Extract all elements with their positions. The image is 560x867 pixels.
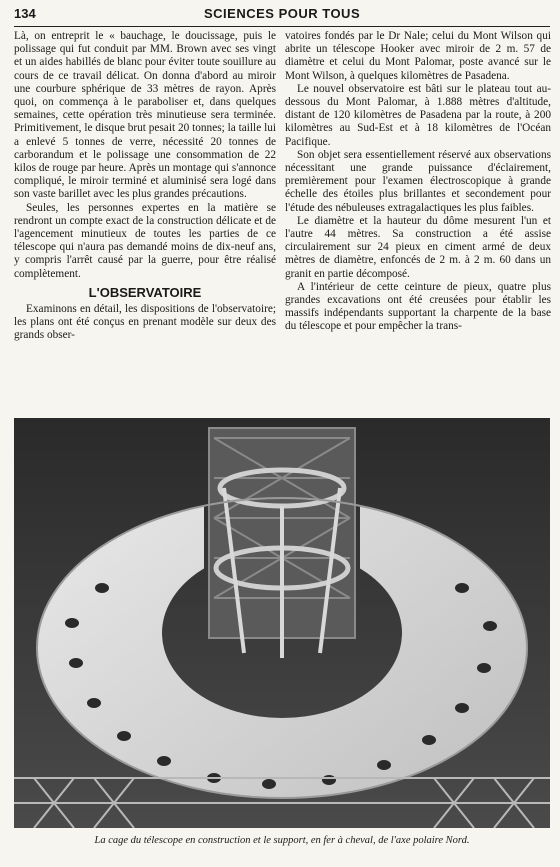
- page-header: [14, 4, 550, 27]
- figure-caption: La cage du télescope en construction et le support, en fer à cheval, de l'axe polaire Nord.: [94, 835, 470, 846]
- left-paragraph-2: Seules, les personnes expertes en la matière se rendront un compte exact de la construction délicate et de l'agencement minutieux de toutes les parties de ce télescope qui n'aura pas demandé moins de dix-neuf ans, y compris l'arrêt causé par la guerre, pour être réalisé complètement.: [14, 201, 276, 280]
- telescope-horseshoe-image: [14, 418, 550, 828]
- running-title: SCIENCES POUR TOUS: [204, 6, 361, 21]
- left-paragraph-3: Examinons en détail, les dispositions de l'observatoire; les plans ont été conçus en prenant modèle sur deux des grands obser-: [14, 303, 276, 342]
- right-column: [285, 30, 551, 334]
- right-paragraph-1: vatoires fondés par le Dr Nale; celui du Mont Wilson qui abrite un télescope Hooker avec miroir de 2 m. 57 de diamètre et celui du Mont Palomar, poste avancé sur le Mont Wilson, à quelques kilomètres de Pasadena.: [285, 30, 551, 82]
- section-heading-observatoire: L'OBSERVATOIRE: [88, 284, 202, 300]
- right-paragraph-2: Le nouvel observatoire est bâti sur le plateau tout au-dessous du Mont Palomar, à 1.888 mètres d'altitude, distant de 120 kilomètres de Pasadena par la route, à 200 kilomètres au Sud-Est et à 18 kilomètres de l'Océan Pacifique.: [285, 82, 551, 148]
- telescope-photograph: [14, 418, 550, 828]
- left-paragraph-1: Là, on entreprit le « bauchage, le doucissage, puis le polissage qui fut conduit par MM. Brown avec ses vingt et un aides habillés de blanc pour éviter toute souillure au cours de ce travail délicat. On donna d'abord au miroir une courbure sphérique de 33 mètres de rayon. Après quoi, on commença à le paraboliser et, dans quelques semaines, cette opération très minutieuse sera terminée. Primitivement, le disque brut pesait 20 tonnes; la taille lui a enlevé 5 tonnes de verre, nécessité 20 tonnes de carborandum et le polissage une consommation de 22 kilos de rouge par heure. Après un montage qui s'annonce compliqué, le miroir terminé et aluminisé sera logé dans son vaste barillet avec les plus grandes précautions.: [14, 30, 276, 201]
- left-column: [14, 30, 276, 343]
- right-paragraph-5: A l'intérieur de cette ceinture de pieux, quatre plus grandes excavations ont été creusées pour établir les massifs indépendants supportant la charpente de la base du télescope et pour empêcher la trans-: [285, 280, 551, 333]
- right-paragraph-4: Le diamètre et la hauteur du dôme mesurent l'un et l'autre 44 mètres. Sa construction a été assise circulairement sur 24 pieux en ciment armé de deux mètres de diamètre, enfoncés de 2 m. à 2 m. 60 dans un granit en partie décomposé.: [285, 214, 551, 280]
- right-paragraph-3: Son objet sera essentiellement réservé aux observations nécessitant une grande puissance d'éclairement, premièrement pour l'examen électroscopique à grande échelle des étoiles plus brillantes et secondement pour l'étude des nébuleuses extragalactiques les plus faibles.: [285, 148, 551, 214]
- page-number: 134: [14, 6, 36, 21]
